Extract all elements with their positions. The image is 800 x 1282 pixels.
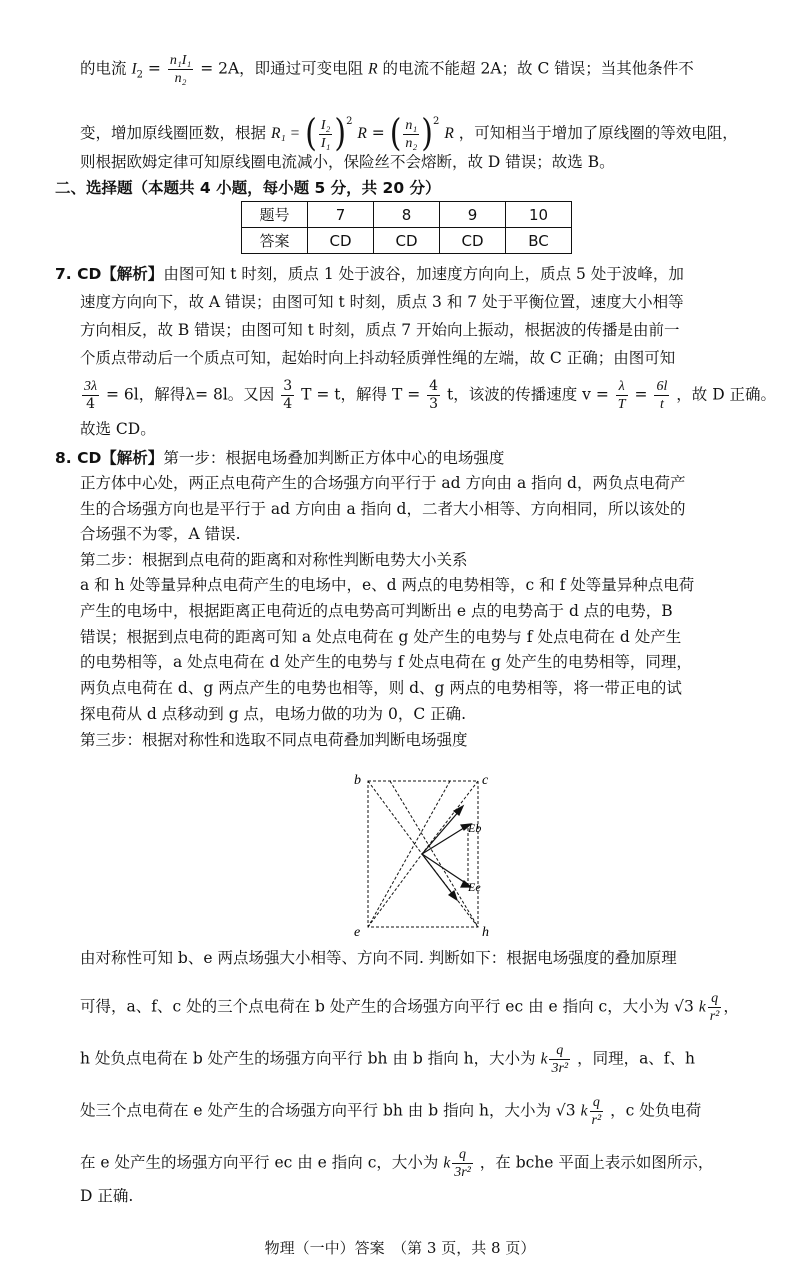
- q8-line-8: 的电势相等，a 处点电荷在 d 处产生的电势与 f 处点电荷在 g 处产生的电势相等，同理，: [80, 653, 692, 671]
- section-title: 二、选择题（本题共 4 小题，每小题 5 分，共 20 分）: [55, 179, 441, 197]
- q8-line-6: 产生的电场中，根据距离正电荷近的点电势高可判断出 e 点的电势高于 d 点的电势，B: [80, 602, 673, 620]
- fraction-n1i1-n2: $\frac{\text{n₁I₁}}{\text{n₂}}$: [169, 53, 192, 86]
- p1-line-2: 变，增加原线圈匝数，根据 R₁ = ( $\frac{\text{I₂}}{\text{I₁}}$ )$^2$ R = ( $\frac{\text{n₁}}{\text{n₂}}$ )$^2$ R ，可知相当于增加了原线圈的等效电阻，: [80, 111, 738, 156]
- label-ee: Ee: [468, 880, 481, 894]
- q8-step2: 第二步：根据到点电荷的距离和对称性判断电势大小关系: [80, 551, 468, 569]
- q7-line-6: 故选 CD。: [80, 420, 156, 438]
- arrow-ec-direction: [422, 810, 460, 854]
- q8-line-10: 探电荷从 d 点移动到 g 点，电场力做的功为 0，C 正确.: [80, 705, 467, 723]
- q8-line-12: 可得，a、f、c 处的三个点电荷在 b 处产生的合场强方向平行 ec 由 e 指向 c，大小为 √3 k $\frac{q}{\text{r²}}$ ，: [80, 991, 739, 1024]
- label-b: b: [354, 773, 361, 788]
- q8-line-16: D 正确.: [80, 1187, 134, 1205]
- q8-line-11: 由对称性可知 b、e 两点场强大小相等、方向不同. 判断如下：根据电场强度的叠加原理: [80, 949, 677, 967]
- p1-line-3: 则根据欧姆定律可知原线圈电流减小，保险丝不会熔断，故 D 错误；故选 B。: [80, 153, 615, 171]
- table-row: 答案 CD CD CD BC: [242, 228, 572, 254]
- label-h: h: [482, 925, 489, 940]
- label-c: c: [482, 773, 489, 788]
- q8-line-4: 合场强不为零，A 错误.: [80, 525, 241, 543]
- q8-line-9: 两负点电荷在 d、g 两点产生的电势也相等，则 d、g 两点的电势相等，将一带正电的试: [80, 679, 682, 697]
- q8-line-14: 处三个点电荷在 e 处产生的合场强方向平行 bh 由 b 指向 h，大小为 √3 k $\frac{q}{\text{r²}}$ ，c 处负电荷: [80, 1095, 702, 1128]
- label-e: e: [354, 925, 361, 940]
- q8-line-3: 生的合场强方向也是平行于 ad 方向由 a 指向 d，二者大小相等、方向相同，所以该处的: [80, 500, 686, 518]
- q8-line-2: 正方体中心处，两正点电荷产生的合场强方向平行于 ad 方向由 a 指向 d，两负点电荷产: [80, 474, 686, 492]
- arrow-ee: [422, 854, 467, 884]
- answer-table: [241, 201, 572, 254]
- q7-line-5: $\frac{3\lambda}{4}$ = 6l，解得λ= 8l。又因 $\frac{3}{4}$ T = t，解得 T = $\frac{4}{3}$ t，该波的传播速度 v = $\frac{\lambda}{T}$ = $\frac{6l}{t}$ ，故 D 正确。: [84, 378, 777, 412]
- q7-line-2: 速度方向向下，故 A 错误；由图可知 t 时刻，质点 3 和 7 处于平衡位置，速度大小相等: [80, 293, 684, 311]
- q8-line-7: 错误；根据到点电荷的距离可知 a 处点电荷在 g 处产生的电势与 f 处点电荷在 d 处产生: [80, 628, 682, 646]
- q7-line-1: 7. CD【解析】由图可知 t 时刻，质点 1 处于波谷，加速度方向向上，质点 5 处于波峰，加: [55, 265, 684, 283]
- q8-line-15: 在 e 处产生的场强方向平行 ec 由 e 指向 c，大小为 k $\frac{q}{\text{3r²}}$ ，在 bche 平面上表示如图所示，: [80, 1147, 714, 1180]
- q7-line-4: 个质点带动后一个质点可知，起始时向上抖动轻质弹性绳的左端，故 C 正确；由图可知: [80, 349, 676, 367]
- q8-line-1: 8. CD【解析】第一步：根据电场叠加判断正方体中心的电场强度: [55, 449, 505, 467]
- q8-step3: 第三步：根据对称性和选取不同点电荷叠加判断电场强度: [80, 731, 468, 749]
- page-footer: 物理（一中）答案 （第 3 页，共 8 页）: [264, 1239, 536, 1257]
- table-row: 题号 7 8 9 10: [242, 202, 572, 228]
- field-diagram: [350, 770, 500, 940]
- q7-line-3: 方向相反，故 B 错误；由图可知 t 时刻，质点 7 开始向上振动，根据波的传播是由前一: [80, 321, 680, 339]
- q8-line-13: h 处负点电荷在 b 处产生的场强方向平行 bh 由 b 指向 h，大小为 k $\frac{q}{\text{3r²}}$ ，同理，a、f、h: [80, 1043, 696, 1076]
- p1-line-1: 的电流 $I_2$ = $\frac{\text{n₁I₁}}{\text{n₂}}$ = 2A，即通过可变电阻 R 的电流不能超 2A；故 C 错误；当其他条件不: [80, 53, 694, 86]
- arrow-eb: [422, 826, 467, 854]
- q8-line-5: a 和 h 处等量异种点电荷产生的电场中，e、d 两点的电势相等，c 和 f 处等量异种点电荷: [80, 576, 695, 594]
- label-eb: Eb: [468, 821, 482, 835]
